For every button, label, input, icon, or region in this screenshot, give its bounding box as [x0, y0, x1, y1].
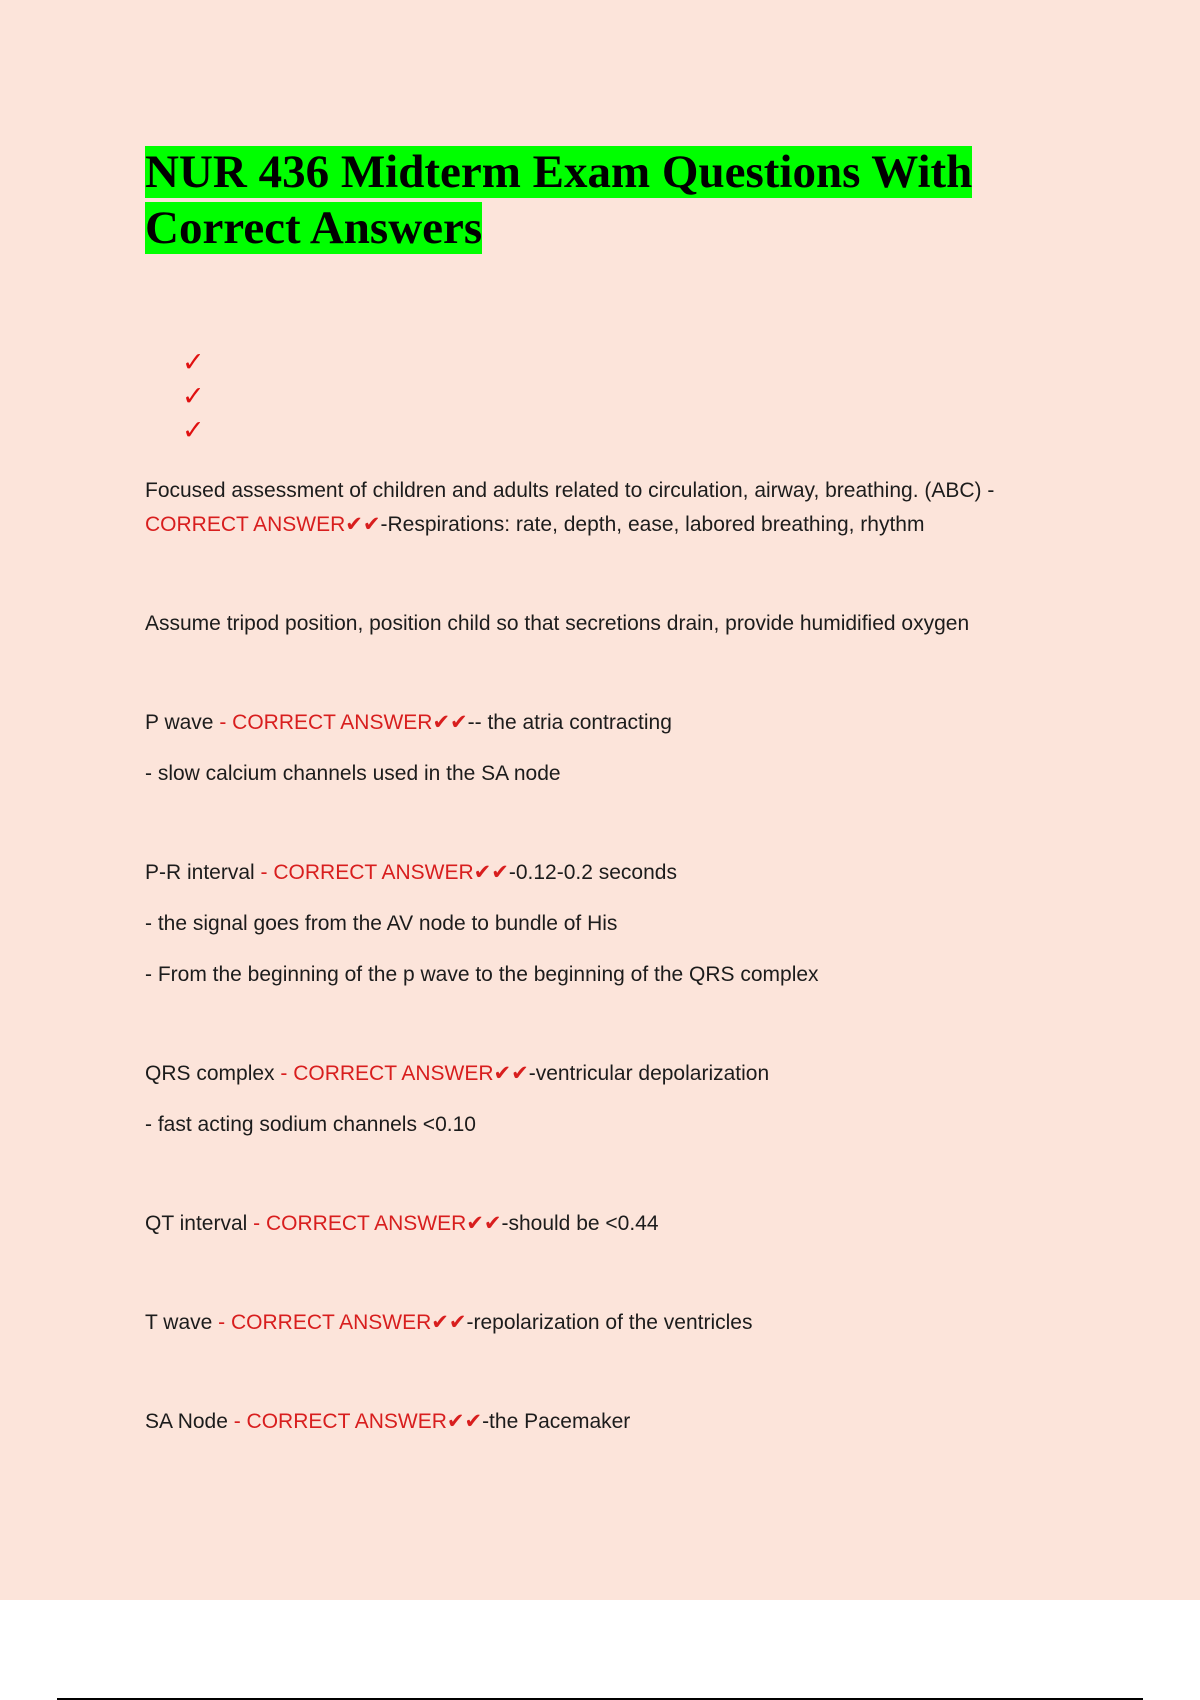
correct-answer-marker: - CORRECT ANSWER✔✔ [260, 861, 509, 884]
document-title [145, 144, 1045, 256]
question-line [145, 1207, 1065, 1241]
title-line-1: NUR 436 Midterm Exam Questions With [145, 146, 973, 198]
question-text: SA Node [145, 1410, 234, 1433]
answer-detail: - From the beginning of the p wave to the beginning of the QRS complex [145, 963, 819, 986]
answer-text: -Respirations: rate, depth, ease, labored breathing, rhythm [380, 513, 925, 536]
answer-detail: - fast acting sodium channels <0.10 [145, 1113, 476, 1136]
qa-entry-p-wave [145, 706, 1065, 791]
qa-content [145, 474, 1065, 1439]
question-text: QRS complex [145, 1062, 281, 1085]
answer-text: -repolarization of the ventricles [466, 1311, 753, 1334]
correct-answer-marker: - CORRECT ANSWER✔✔ [219, 711, 468, 734]
question-line [145, 1057, 1065, 1091]
answer-text: Assume tripod position, position child so that secretions drain, provide humidified oxygen [145, 612, 970, 635]
question-text: P-R interval [145, 861, 261, 884]
answer-text: -the Pacemaker [482, 1410, 631, 1433]
checkmark-list [182, 346, 205, 448]
correct-answer-marker: CORRECT ANSWER✔✔ [145, 513, 381, 536]
correct-answer-marker: - CORRECT ANSWER✔✔ [253, 1212, 502, 1235]
question-line [145, 856, 1065, 890]
qa-entry-pr-interval [145, 856, 1065, 992]
correct-answer-marker: - CORRECT ANSWER✔✔ [233, 1410, 483, 1433]
question-text: P wave [145, 711, 220, 734]
title-line-2: Correct Answers [145, 202, 483, 254]
answer-text: -- the atria contracting [467, 711, 672, 734]
qa-entry-sa-node [145, 1405, 1065, 1439]
checkmark-icon: ✓ [182, 347, 205, 378]
answer-text: -0.12-0.2 seconds [508, 861, 677, 884]
question-line [145, 706, 1065, 740]
qa-entry-tripod [145, 607, 1065, 641]
answer-text: -should be <0.44 [501, 1212, 659, 1235]
question-text: QT interval [145, 1212, 254, 1235]
answer-detail: - the signal goes from the AV node to bundle of His [145, 912, 618, 935]
checkmark-icon: ✓ [182, 415, 205, 446]
answer-text: -ventricular depolarization [528, 1062, 770, 1085]
correct-answer-marker: - CORRECT ANSWER✔✔ [218, 1311, 467, 1334]
question-text: T wave [145, 1311, 219, 1334]
qa-entry-qt-interval [145, 1207, 1065, 1241]
question-line [145, 1405, 1065, 1439]
answer-detail: - slow calcium channels used in the SA node [145, 762, 561, 785]
answer-line [145, 508, 1065, 542]
qa-entry-t-wave [145, 1306, 1065, 1340]
question-text: Focused assessment of children and adults related to circulation, airway, breathing. (ABC) - [145, 479, 995, 502]
correct-answer-marker: - CORRECT ANSWER✔✔ [280, 1062, 529, 1085]
qa-entry-abc [145, 474, 1065, 542]
checkmark-icon: ✓ [182, 381, 205, 412]
qa-entry-qrs-complex [145, 1057, 1065, 1142]
question-line [145, 1306, 1065, 1340]
